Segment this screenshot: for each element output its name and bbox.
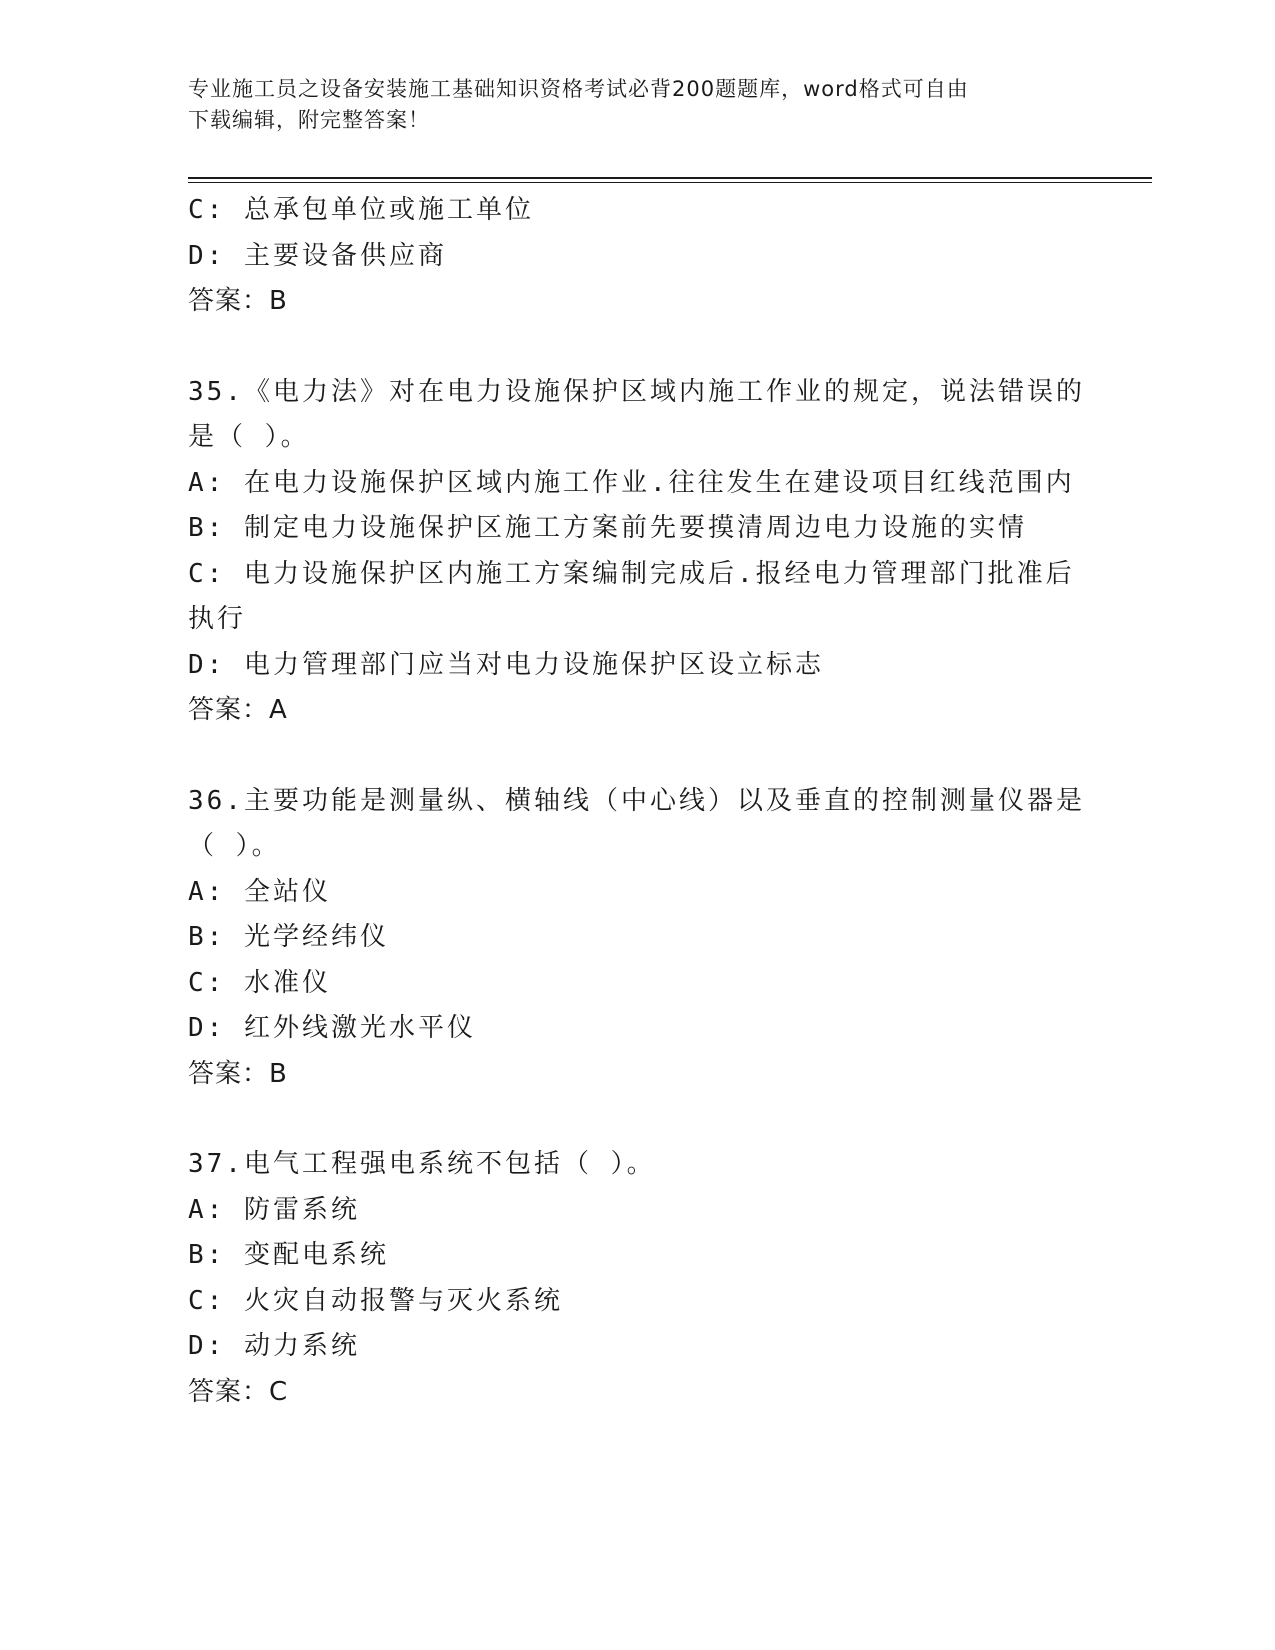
option-c: C: 火灾自动报警与灭火系统	[188, 1285, 563, 1316]
option-d: D: 红外线激光水平仪	[188, 1013, 476, 1043]
answer: 答案：A	[188, 695, 288, 725]
document-body	[188, 188, 1088, 1415]
option-b: B: 变配电系统	[188, 1240, 389, 1270]
question-stem: 36.主要功能是测量纵、横轴线（中心线）以及垂直的控制测量仪器是	[188, 785, 1085, 816]
question-35	[188, 370, 1088, 734]
header-line-2: 下载编辑，附完整答案！	[188, 108, 430, 132]
spacer	[188, 734, 1088, 779]
question-34-continued	[188, 188, 1088, 325]
spacer	[188, 1097, 1088, 1142]
option-a: A: 在电力设施保护区域内施工作业.往往发生在建设项目红线范围内	[188, 467, 1075, 498]
option-b: B: 制定电力设施保护区施工方案前先要摸清周边电力设施的实情	[188, 513, 1027, 543]
option-c: C: 水准仪	[188, 967, 331, 998]
option-d: D: 主要设备供应商	[188, 240, 447, 271]
option-d: D: 电力管理部门应当对电力设施保护区设立标志	[188, 649, 824, 680]
question-stem-continued: （ ）。	[188, 831, 281, 861]
question-37	[188, 1142, 1088, 1415]
document-header	[188, 74, 1088, 136]
option-a: A: 防雷系统	[188, 1194, 360, 1225]
header-rule-thin	[188, 182, 1152, 183]
option-a: A: 全站仪	[188, 876, 331, 907]
question-stem-continued: 是（ ）。	[188, 422, 310, 452]
header-rule-thick	[188, 177, 1152, 179]
option-c-continued: 执行	[188, 604, 247, 634]
option-d: D: 动力系统	[188, 1331, 360, 1361]
question-stem: 37.电气工程强电系统不包括（ ）。	[188, 1149, 656, 1179]
question-36	[188, 779, 1088, 1098]
header-line-1: 专业施工员之设备安装施工基础知识资格考试必背200题题库，word格式可自由	[188, 77, 969, 101]
option-b: B: 光学经纬仪	[188, 922, 389, 952]
answer: 答案：B	[188, 1058, 288, 1089]
question-stem: 35.《电力法》对在电力设施保护区域内施工作业的规定，说法错误的	[188, 376, 1085, 407]
option-c: C: 电力设施保护区内施工方案编制完成后.报经电力管理部门批准后	[188, 558, 1075, 589]
option-c: C: 总承包单位或施工单位	[188, 195, 534, 225]
answer: 答案：C	[188, 1376, 289, 1407]
answer: 答案：B	[188, 286, 288, 316]
spacer	[188, 325, 1088, 370]
